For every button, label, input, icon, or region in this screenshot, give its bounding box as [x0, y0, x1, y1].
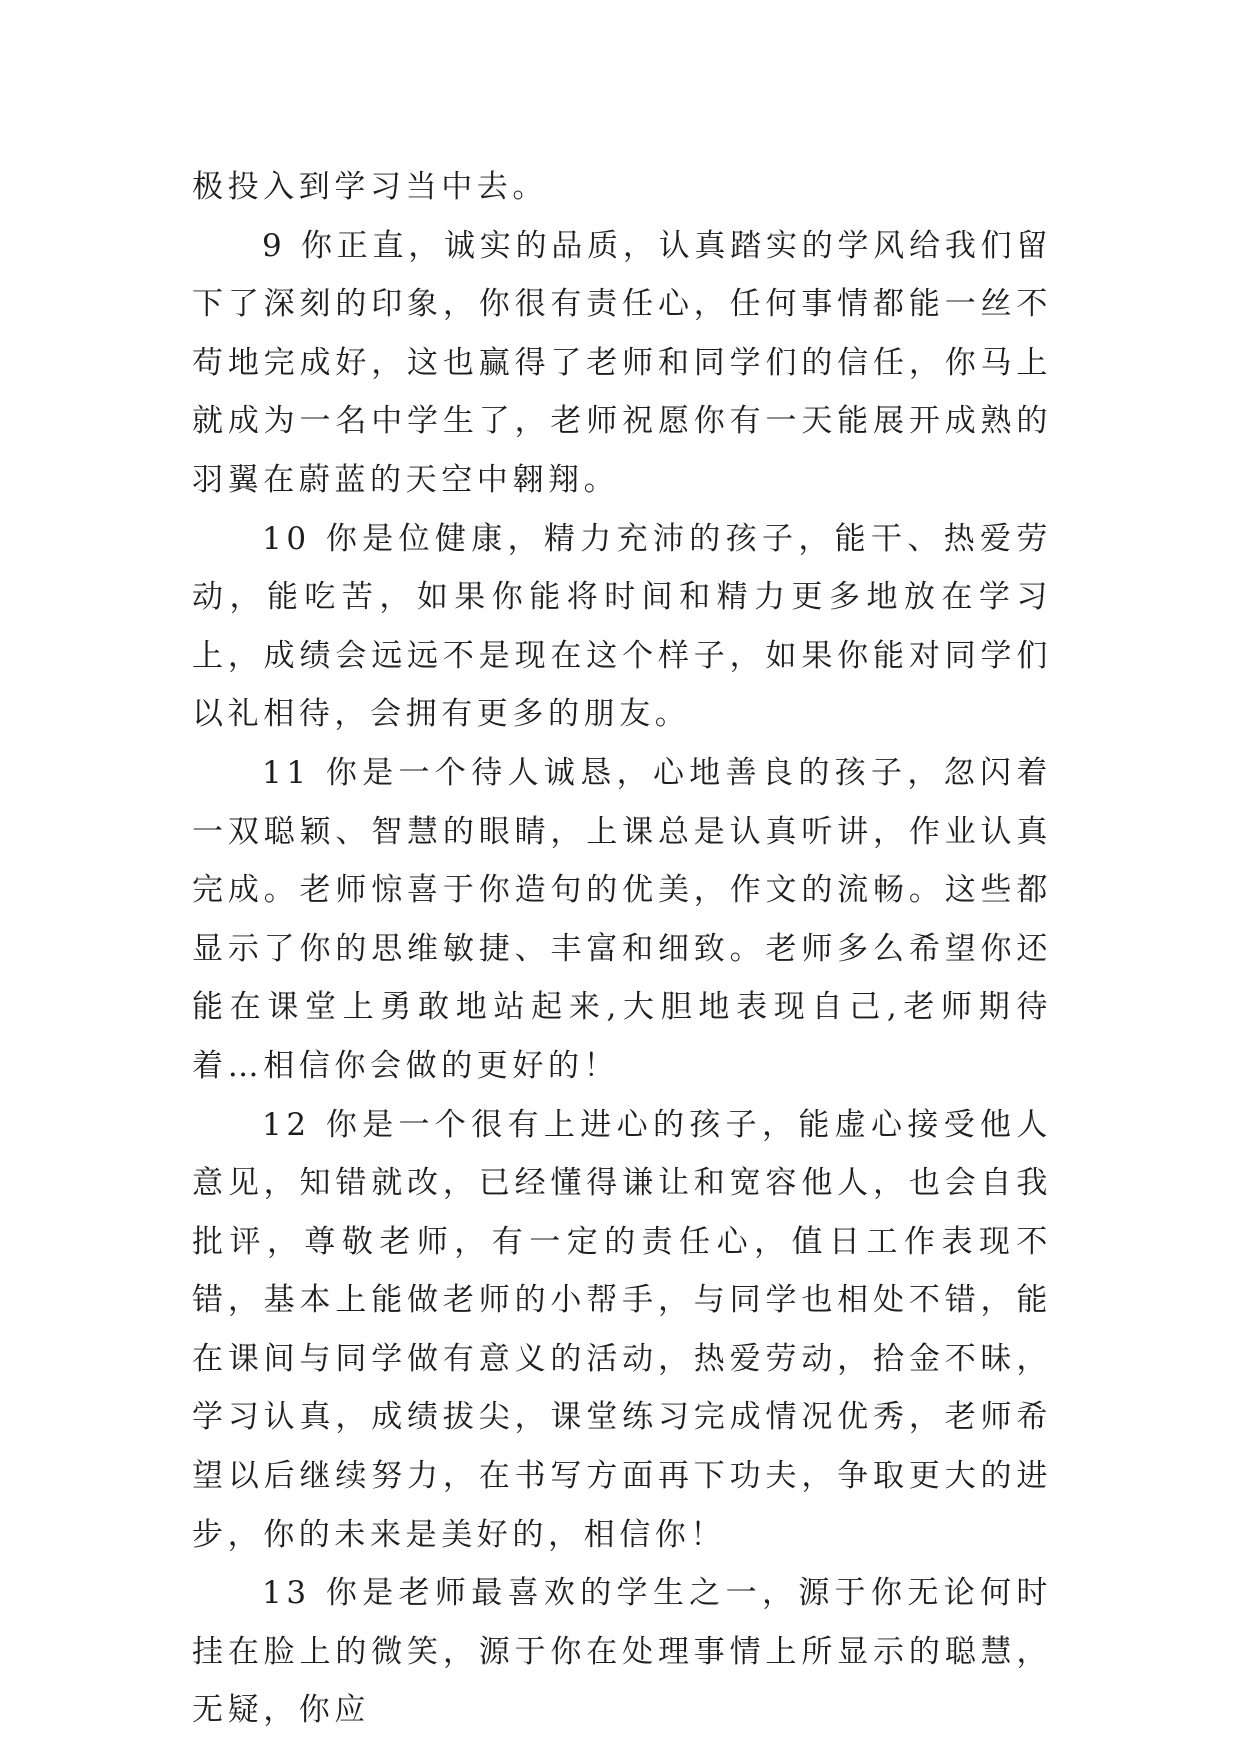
document-body — [192, 158, 1052, 1740]
paragraph-comment-12: 12 你是一个很有上进心的孩子，能虚心接受他人意见，知错就改，已经懂得谦让和宽容他人，也会自我批评，尊敬老师，有一定的责任心，值日工作表现不错，基本上能做老师的小帮手，与同学也相处不错，能在课间与同学做有意义的活动，热爱劳动，拾金不昧，学习认真，成绩拔尖，课堂练习完成情况优秀，老师希望以后继续努力，在书写方面再下功夫，争取更大的进步，你的未来是美好的，相信你！ — [192, 1106, 1052, 1553]
paragraph-comment-9: 9 你正直，诚实的品质，认真踏实的学风给我们留下了深刻的印象，你很有责任心，任何事情都能一丝不苟地完成好，这也赢得了老师和同学们的信任，你马上就成为一名中学生了，老师祝愿你有一天能展开成熟的羽翼在蔚蓝的天空中翱翔。 — [192, 227, 1052, 498]
paragraph-comment-13: 13 你是老师最喜欢的学生之一，源于你无论何时挂在脸上的微笑，源于你在处理事情上所显示的聪慧，无疑，你应 — [192, 1575, 1052, 1729]
paragraph-comment-11: 11 你是一个待人诚恳，心地善良的孩子，忽闪着一双聪颖、智慧的眼睛，上课总是认真听讲，作业认真完成。老师惊喜于你造句的优美，作文的流畅。这些都显示了你的思维敏捷、丰富和细致。老师多么希望你还能在课堂上勇敢地站起来,大胆地表现自己,老师期待着…相信你会做的更好的！ — [192, 754, 1052, 1084]
paragraph-continuation: 极投入到学习当中去。 — [192, 169, 548, 205]
paragraph-comment-10: 10 你是位健康，精力充沛的孩子，能干、热爱劳动，能吃苦，如果你能将时间和精力更多地放在学习上，成绩会远远不是现在这个样子，如果你能对同学们以礼相待，会拥有更多的朋友。 — [192, 520, 1052, 733]
